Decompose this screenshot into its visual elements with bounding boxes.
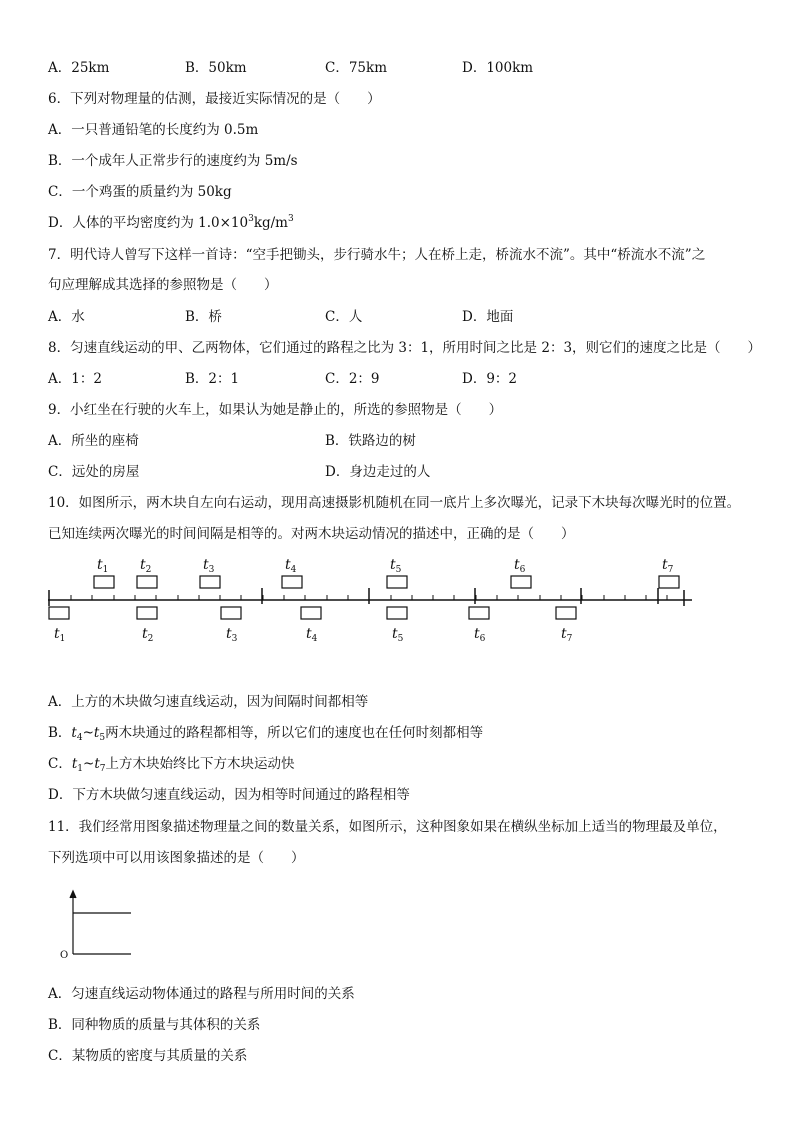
q7-option-a: A．水 — [48, 309, 85, 325]
bottom-block — [137, 607, 157, 619]
bottom-block — [387, 607, 407, 619]
q10-c-text: 上方木块始终比下方木块运动快 — [105, 756, 295, 772]
q7-option-d: D．地面 — [462, 309, 514, 325]
q10-option-b-prefix: B． — [48, 725, 72, 741]
top-time-label: $t_3$ — [203, 557, 215, 575]
q10-option-c-prefix: C． — [48, 756, 72, 772]
top-block — [282, 576, 302, 588]
q10-c-subscript2: 7 — [99, 764, 106, 774]
q7-option-b: B．桥 — [185, 309, 222, 325]
q8-option-d: D．9：2 — [462, 371, 518, 387]
graph-y-arrow — [70, 891, 76, 898]
q10-c-subscript: 1 — [77, 764, 84, 774]
q8-option-a: A．1：2 — [48, 371, 102, 387]
q10-b-tilde: ~ — [82, 725, 94, 741]
bottom-time-label: $t_5$ — [392, 626, 404, 644]
top-block — [200, 576, 220, 588]
q10-b-subscript2: 5 — [99, 733, 106, 743]
q11-option-c: C．某物质的密度与其质量的关系 — [48, 1048, 248, 1064]
q10-stem-line1: 10．如图所示，两木块自左向右运动，现用高速摄影机随机在同一底片上多次曝光，记录下木块每次曝光时的位置。 — [48, 495, 741, 511]
q9-option-b: B．铁路边的树 — [325, 433, 416, 449]
graph-origin-label: O — [60, 950, 69, 961]
q11-option-a: A．匀速直线运动物体通过的路程与所用时间的关系 — [48, 986, 355, 1002]
q11-graph — [55, 888, 155, 968]
q9-stem: 9．小红坐在行驶的火车上，如果认为她是静止的，所选的参照物是（ ） — [48, 402, 503, 418]
q11-stem-line2: 下列选项中可以用该图象描述的是（ ） — [48, 850, 305, 866]
bottom-time-label: $t_7$ — [561, 626, 573, 644]
q8-option-b: B．2：1 — [185, 371, 240, 387]
q10-option-b — [48, 721, 483, 743]
q10-option-a: A．上方的木块做匀速直线运动，因为间隔时间都相等 — [48, 694, 369, 710]
q6-option-d-text: D．人体的平均密度约为 1.0×10 — [48, 215, 249, 231]
top-time-label: $t_6$ — [514, 557, 526, 575]
q6-option-c: C．一个鸡蛋的质量约为 50kg — [48, 184, 232, 200]
q10-option-c — [48, 752, 295, 774]
bottom-block — [49, 607, 69, 619]
top-time-label: $t_7$ — [662, 557, 674, 575]
q5-option-d: D．100km — [462, 60, 534, 76]
q5-option-c: C．75km — [325, 60, 387, 76]
top-block — [94, 576, 114, 588]
bottom-time-label: $t_4$ — [306, 626, 318, 644]
q6-stem: 6．下列对物理量的估测，最接近实际情况的是（ ） — [48, 91, 381, 107]
top-time-label: $t_2$ — [140, 557, 152, 575]
q8-option-c: C．2：9 — [325, 371, 380, 387]
q11-stem-line1: 11．我们经常用图象描述物理量之间的数量关系，如图所示，这种图象如果在横纵坐标加上适当的物理最及单位， — [48, 819, 727, 835]
bottom-time-label: $t_6$ — [474, 626, 486, 644]
q7-option-c: C．人 — [325, 309, 363, 325]
q9-option-c: C．远处的房屋 — [48, 464, 140, 480]
bottom-time-label: $t_2$ — [142, 626, 154, 644]
q10-c-symbol: t — [71, 756, 78, 772]
q10-b-symbol: t — [71, 725, 77, 741]
bottom-block — [301, 607, 321, 619]
q10-option-d: D．下方木块做匀速直线运动，因为相等时间通过的路程相等 — [48, 787, 410, 803]
top-time-label: $t_4$ — [285, 557, 297, 575]
q6-option-d-unit: kg/m — [253, 215, 288, 231]
bottom-block — [221, 607, 241, 619]
top-time-label: $t_1$ — [97, 557, 109, 575]
q9-option-a: A．所坐的座椅 — [48, 433, 139, 449]
bottom-time-label: $t_3$ — [226, 626, 238, 644]
q6-option-b: B．一个成年人正常步行的速度约为 5m/s — [48, 153, 298, 169]
top-block — [659, 576, 679, 588]
q9-option-d: D．身边走过的人 — [325, 464, 431, 480]
q5-option-b: B．50km — [185, 60, 247, 76]
top-block — [137, 576, 157, 588]
q10-c-tilde: ~ — [83, 756, 95, 772]
q10-b-symbol2: t — [93, 725, 100, 741]
top-block — [511, 576, 531, 588]
q6-option-a: A．一只普通铅笔的长度约为 0.5m — [48, 122, 259, 138]
q7-stem-line1: 7．明代诗人曾写下这样一首诗：“空手把锄头，步行骑水牛；人在桥上走，桥流水不流”。其中“桥流水不流”之 — [48, 247, 706, 263]
q10-stem-line2: 已知连续两次曝光的时间间隔是相等的。对两木块运动情况的描述中，正确的是（ ） — [48, 526, 575, 542]
q6-option-d-unit-exponent: 3 — [287, 214, 294, 224]
q10-motion-figure — [40, 548, 700, 653]
q10-b-text: 两木块通过的路程都相等，所以它们的速度也在任何时刻都相等 — [105, 725, 484, 741]
bottom-time-label: $t_1$ — [54, 626, 66, 644]
bottom-block — [469, 607, 489, 619]
q8-stem: 8．匀速直线运动的甲、乙两物体，它们通过的路程之比为 3：1，所用时间之比是 2：3，则它们的速度之比是（ ） — [48, 340, 762, 356]
q7-stem-line2: 句应理解成其选择的参照物是（ ） — [48, 277, 278, 293]
top-block — [387, 576, 407, 588]
q5-option-a: A．25km — [48, 60, 110, 76]
q6-option-d-exponent: 3 — [248, 214, 254, 224]
q10-b-subscript: 4 — [76, 733, 83, 743]
q6-option-d — [48, 211, 294, 231]
q10-c-symbol2: t — [94, 756, 100, 772]
q11-option-b: B．同种物质的质量与其体积的关系 — [48, 1017, 261, 1033]
top-time-label: $t_5$ — [390, 557, 402, 575]
bottom-block — [556, 607, 576, 619]
